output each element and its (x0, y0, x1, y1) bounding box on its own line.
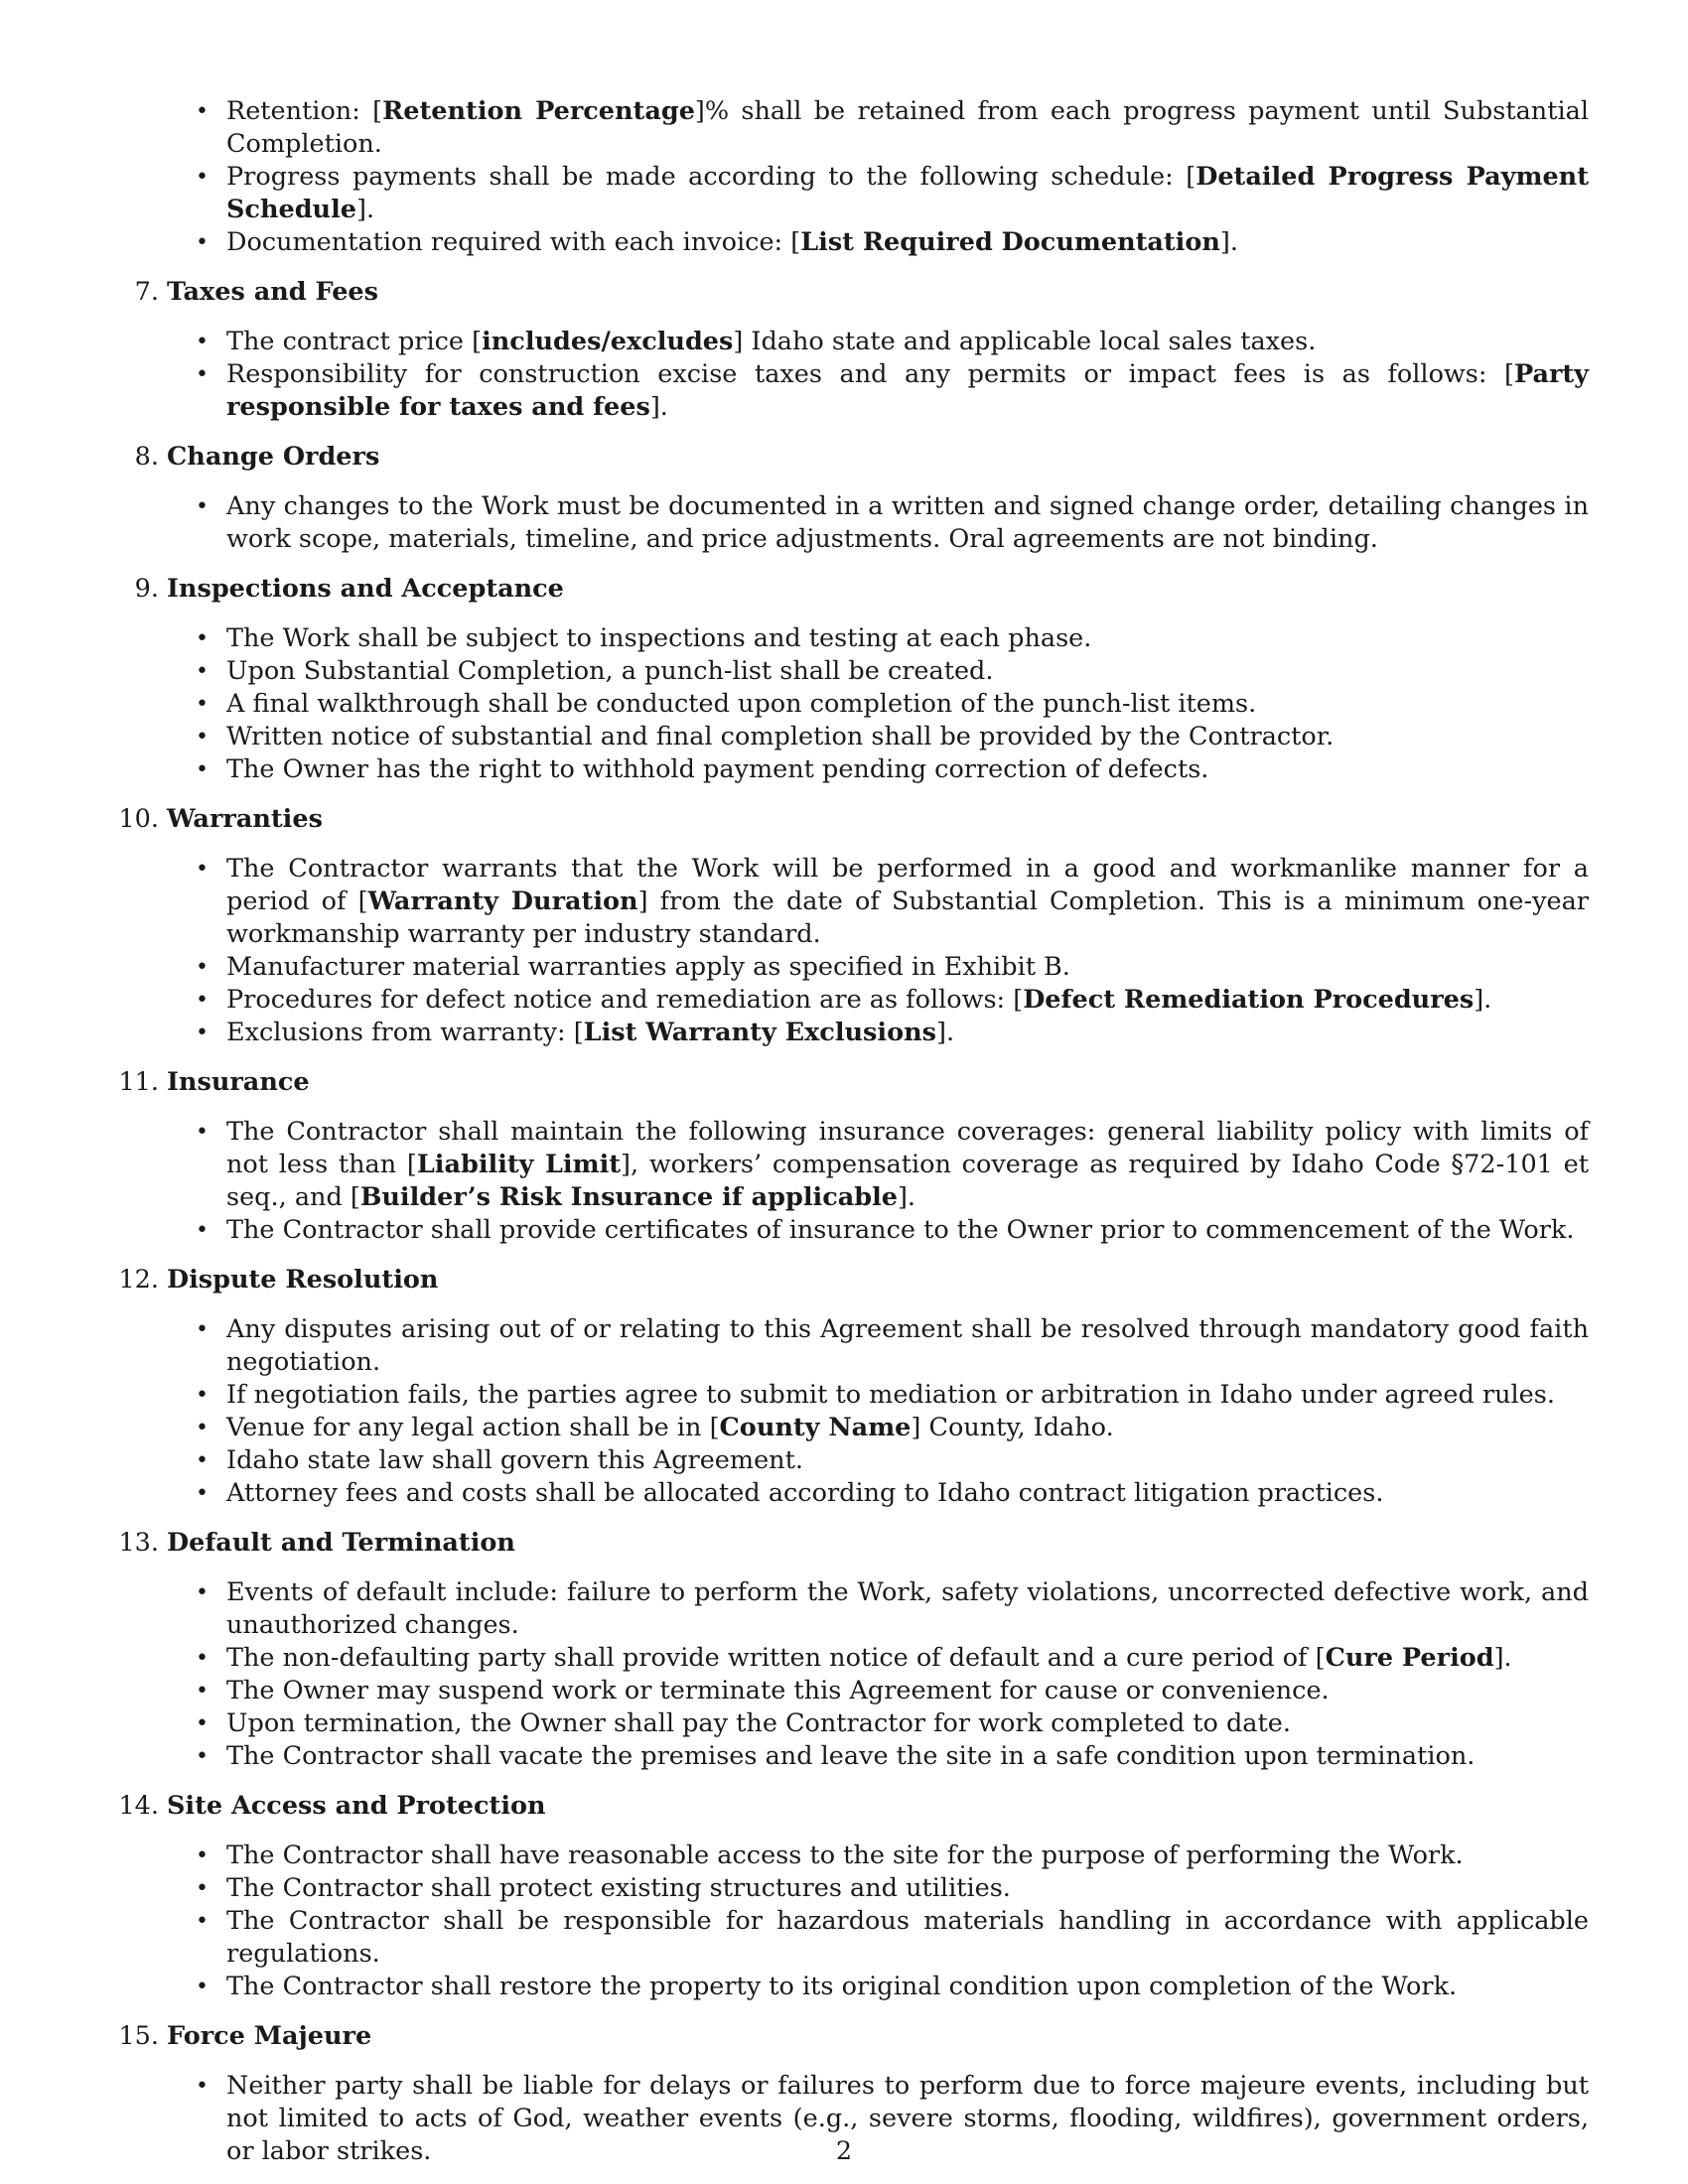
section-number: 9. (134, 574, 159, 604)
bullet-text: The non-defaulting party shall provide written notice of default and a cure period of [ (226, 1643, 1326, 1673)
bullet-text: Upon termination, the Owner shall pay the Contractor for work completed to date. (226, 1708, 1291, 1738)
bullet-item (226, 1905, 1589, 1971)
bullet-text: The Contractor shall be responsible for hazardous materials handling in accordance with applicable regulations. (226, 1906, 1589, 1969)
section (118, 1066, 1589, 1247)
bullet-item (226, 951, 1589, 984)
section (118, 1790, 1589, 2003)
bullet-item (226, 1642, 1589, 1675)
bullet-item (226, 1872, 1589, 1905)
placeholder-field: List Required Documentation (800, 227, 1220, 257)
section-title (118, 2020, 1589, 2053)
section (118, 1527, 1589, 1773)
placeholder-field: Liability Limit (416, 1150, 622, 1179)
bullet-text: ]. (1219, 227, 1238, 257)
bullet-text: Venue for any legal action shall be in [ (226, 1413, 720, 1442)
section-number: 7. (134, 277, 159, 307)
bullet-item (226, 1707, 1589, 1740)
section-title (118, 1066, 1589, 1099)
section-heading: Dispute Resolution (167, 1265, 439, 1295)
section-title (118, 803, 1589, 836)
section-heading: Force Majeure (167, 2021, 372, 2051)
bullet-text: Retention: [ (226, 96, 383, 126)
placeholder-field: Warranty Duration (367, 887, 638, 916)
section-bullet-list (167, 853, 1589, 1049)
bullet-item (226, 753, 1589, 786)
section-heading: Taxes and Fees (167, 277, 379, 307)
bullet-text: The Contractor shall provide certificates of insurance to the Owner prior to commencement of the Work. (226, 1215, 1575, 1245)
bullet-text: ]. (649, 392, 668, 422)
bullet-item (226, 161, 1589, 226)
bullet-item (226, 1412, 1589, 1444)
bullet-text: Exclusions from warranty: [ (226, 1018, 584, 1047)
bullet-text: Any changes to the Work must be documented in a written and signed change order, detailing changes in work scope, materials, timeline, and price adjustments. Oral agreements are not binding. (226, 491, 1589, 554)
section-number: 11. (118, 1067, 159, 1097)
bullet-text: ]. (1474, 985, 1492, 1015)
page-number: 2 (835, 2136, 853, 2166)
bullet-item (226, 226, 1589, 259)
bullet-item (226, 1313, 1589, 1379)
placeholder-field: Detailed Progress Payment Schedule (226, 162, 1589, 224)
bullet-text: ] from the date of Substantial Completion. This is a minimum one-year workmanship warranty per industry standard. (226, 887, 1589, 949)
document-body (118, 95, 1589, 2168)
section-title (118, 1790, 1589, 1823)
section-title (134, 276, 1589, 309)
section-bullet-list (167, 1840, 1589, 2003)
bullet-text: The Contractor shall protect existing structures and utilities. (226, 1873, 1011, 1903)
bullet-item (226, 1740, 1589, 1773)
sections-container (118, 276, 1589, 2168)
bullet-text: The Contractor shall have reasonable access to the site for the purpose of performing the Work. (226, 1841, 1464, 1870)
bullet-item (226, 688, 1589, 721)
placeholder-field: Cure Period (1325, 1643, 1494, 1673)
section-bullet-list (167, 622, 1589, 786)
section-number: 12. (118, 1265, 159, 1295)
section-heading: Insurance (167, 1067, 310, 1097)
bullet-text: ], workers’ compensation coverage as required by Idaho Code §72-101 et seq., and [ (226, 1150, 1589, 1212)
bullet-item (226, 655, 1589, 688)
placeholder-field: Defect Remediation Procedures (1023, 985, 1475, 1015)
bullet-text: Any disputes arising out of or relating to this Agreement shall be resolved through mandatory good faith negotiation. (226, 1314, 1589, 1377)
placeholder-field: List Warranty Exclusions (583, 1018, 936, 1047)
bullet-text: ]. (897, 1182, 916, 1212)
section-number: 14. (118, 1791, 159, 1821)
bullet-item (226, 358, 1589, 424)
bullet-text: Written notice of substantial and final completion shall be provided by the Contractor. (226, 722, 1335, 751)
section-heading: Warranties (167, 804, 323, 834)
bullet-item (226, 1116, 1589, 1214)
section-number: 10. (118, 804, 159, 834)
section-title (134, 441, 1589, 474)
bullet-item (226, 984, 1589, 1017)
placeholder-field: County Name (719, 1413, 912, 1442)
bullet-text: The contract price [ (226, 327, 483, 356)
bullet-text: ] Idaho state and applicable local sales taxes. (733, 327, 1317, 356)
section (118, 1264, 1589, 1510)
bullet-text: The Contractor shall vacate the premises and leave the site in a safe condition upon termination. (226, 1741, 1476, 1771)
bullet-item (226, 1379, 1589, 1412)
bullet-text: The Contractor warrants that the Work will be performed in a good and workmanlike manner for a period of [ (226, 854, 1589, 916)
bullet-text: Idaho state law shall govern this Agreement. (226, 1445, 803, 1475)
bullet-text: Manufacturer material warranties apply as specified in Exhibit B. (226, 952, 1070, 982)
bullet-text: The Owner has the right to withhold payment pending correction of defects. (226, 754, 1209, 784)
section-title (134, 573, 1589, 606)
bullet-item (226, 1444, 1589, 1477)
payment-terms-continuation-list (167, 95, 1589, 259)
section-number: 15. (118, 2021, 159, 2051)
bullet-item (226, 1576, 1589, 1642)
section-bullet-list (167, 1576, 1589, 1773)
bullet-item (226, 1017, 1589, 1049)
bullet-text: ]% shall be retained from each progress payment until Substantial Completion. (226, 96, 1589, 159)
section (118, 803, 1589, 1049)
section-heading: Inspections and Acceptance (167, 574, 564, 604)
bullet-text: ]. (1493, 1643, 1512, 1673)
bullet-text: The Work shall be subject to inspections and testing at each phase. (226, 623, 1092, 653)
bullet-text: A final walkthrough shall be conducted upon completion of the punch-list items. (226, 689, 1257, 719)
bullet-item (226, 1971, 1589, 2003)
bullet-text: Progress payments shall be made according to the following schedule: [ (226, 162, 1196, 192)
section-heading: Default and Termination (167, 1528, 515, 1558)
bullet-text: Procedures for defect notice and remediation are as follows: [ (226, 985, 1024, 1015)
section-bullet-list (167, 490, 1589, 556)
bullet-text: Events of default include: failure to perform the Work, safety violations, uncorrected defective work, and unauthorized changes. (226, 1577, 1589, 1640)
section-bullet-list (167, 1313, 1589, 1510)
section-heading: Change Orders (167, 442, 380, 472)
placeholder-field: includes/excludes (482, 327, 734, 356)
section-bullet-list (167, 326, 1589, 424)
bullet-item (226, 1675, 1589, 1707)
bullet-text: Upon Substantial Completion, a punch-list shall be created. (226, 656, 994, 686)
bullet-text: Attorney fees and costs shall be allocated according to Idaho contract litigation practices. (226, 1478, 1384, 1508)
bullet-item (226, 95, 1589, 161)
section-number: 13. (118, 1528, 159, 1558)
placeholder-field: Retention Percentage (382, 96, 695, 126)
bullet-text: The Owner may suspend work or terminate this Agreement for cause or convenience. (226, 1676, 1330, 1706)
section-heading: Site Access and Protection (167, 1791, 546, 1821)
bullet-text: Neither party shall be liable for delays or failures to perform due to force majeure events, including but not limited to acts of God, weather events (e.g., severe storms, flooding, wildfires), government orders, or labor strikes. (226, 2071, 1589, 2166)
placeholder-field: Builder’s Risk Insurance if applicable (359, 1182, 898, 1212)
section-number: 8. (134, 442, 159, 472)
bullet-item (226, 622, 1589, 655)
bullet-item (226, 1214, 1589, 1247)
bullet-text: ]. (936, 1018, 955, 1047)
section (134, 276, 1589, 424)
bullet-text: The Contractor shall maintain the following insurance coverages: general liability policy with limits of not less than [ (226, 1117, 1589, 1179)
section (134, 573, 1589, 786)
bullet-item (226, 1477, 1589, 1510)
bullet-item (226, 721, 1589, 753)
section-title (118, 1264, 1589, 1297)
bullet-text: Documentation required with each invoice: [ (226, 227, 801, 257)
bullet-text: ]. (356, 195, 375, 224)
bullet-item (226, 326, 1589, 358)
bullet-item (226, 853, 1589, 951)
section-bullet-list (167, 1116, 1589, 1247)
bullet-text: The Contractor shall restore the property to its original condition upon completion of the Work. (226, 1972, 1458, 2001)
bullet-text: If negotiation fails, the parties agree to submit to mediation or arbitration in Idaho under agreed rules. (226, 1380, 1555, 1410)
section-title (118, 1527, 1589, 1560)
bullet-item (226, 490, 1589, 556)
section (134, 441, 1589, 556)
bullet-item (226, 1840, 1589, 1872)
bullet-text: Responsibility for construction excise taxes and any permits or impact fees is as follows: [ (226, 359, 1514, 389)
placeholder-field: Party responsible for taxes and fees (226, 359, 1589, 422)
bullet-text: ] County, Idaho. (911, 1413, 1114, 1442)
